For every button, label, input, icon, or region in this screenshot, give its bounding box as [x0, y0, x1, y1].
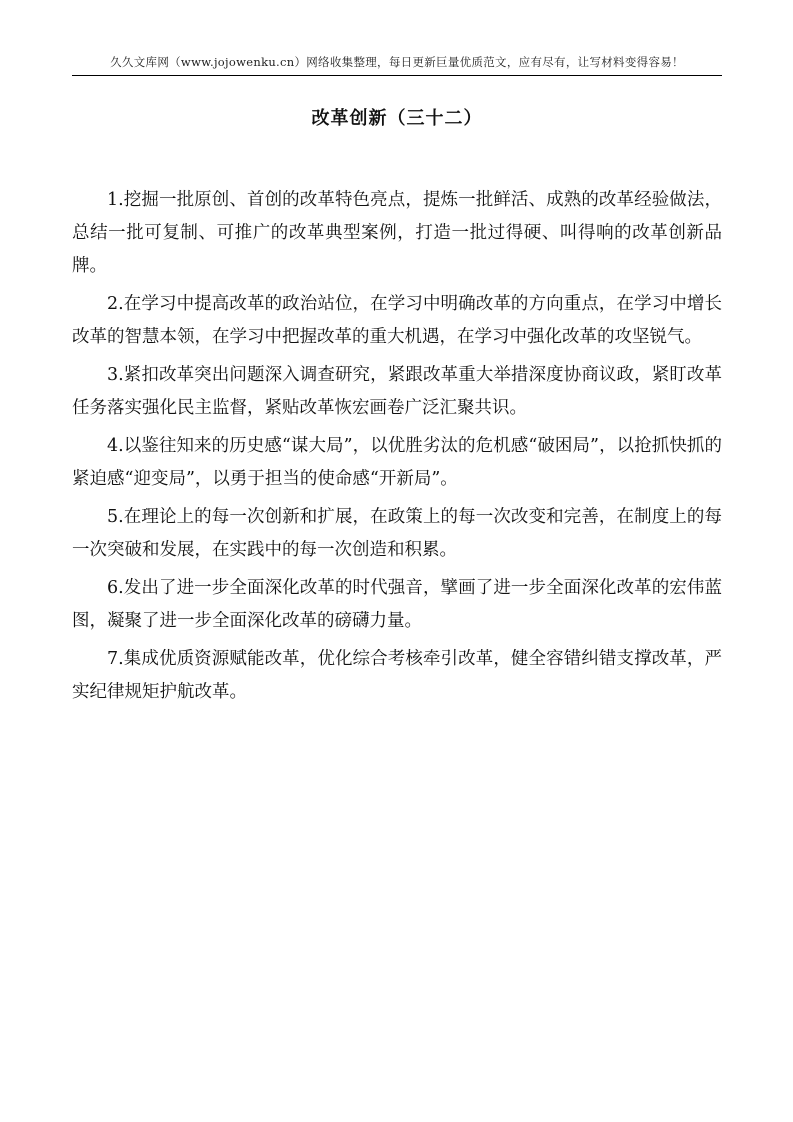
paragraph-2: 2.在学习中提高改革的政治站位，在学习中明确改革的方向重点，在学习中增长改革的智慧本领，在学习中把握改革的重大机遇，在学习中强化改革的攻坚锐气。	[72, 294, 722, 347]
paragraph-7: 7.集成优质资源赋能改革，优化综合考核牵引改革，健全容错纠错支撑改革，严实纪律规矩护航改革。	[72, 649, 722, 702]
paragraph-1: 1.挖掘一批原创、首创的改革特色亮点，提炼一批鲜活、成熟的改革经验做法，总结一批可复制、可推广的改革典型案例，打造一批过得硬、叫得响的改革创新品牌。	[72, 190, 722, 276]
paragraph-5: 5.在理论上的每一次创新和扩展，在政策上的每一次改变和完善，在制度上的每一次突破和发展，在实践中的每一次创造和积累。	[72, 507, 722, 560]
page-header: 久久文库网（www.jojowenku.cn）网络收集整理，每日更新巨量优质范文，应有尽有，让写材料变得容易！	[110, 55, 684, 69]
paragraph-3: 3.紧扣改革突出问题深入调查研究，紧跟改革重大举措深度协商议政，紧盯改革任务落实强化民主监督，紧贴改革恢宏画卷广泛汇聚共识。	[72, 365, 722, 418]
document-title: 改革创新（三十二）	[311, 108, 483, 129]
paragraph-4: 4.以鉴往知来的历史感“谋大局”，以优胜劣汰的危机感“破困局”，以抢抓快抓的紧迫感“迎变局”，以勇于担当的使命感“开新局”。	[72, 436, 722, 489]
document-body	[72, 184, 722, 714]
header-divider	[72, 75, 722, 76]
paragraph-6: 6.发出了进一步全面深化改革的时代强音，擘画了进一步全面深化改革的宏伟蓝图，凝聚了进一步全面深化改革的磅礴力量。	[72, 578, 722, 631]
